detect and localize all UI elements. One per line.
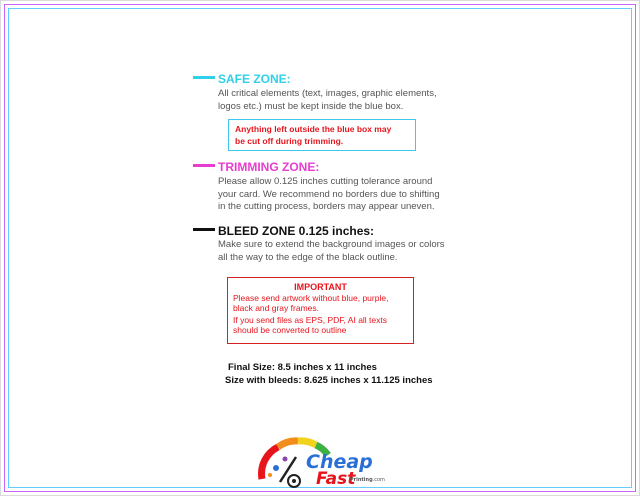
important-line: If you send files as EPS, PDF, AI all texts [233,315,388,325]
logo-word-printing [350,477,385,483]
bleed-size-text: Size with bleeds: 8.625 inches x 11.125 inches [225,375,433,386]
trimming-zone-text [218,176,440,214]
cheap-fast-printing-logo [258,435,388,495]
bleed-zone-line: all the way to the edge of the black outline. [218,251,398,263]
final-size-text: Final Size: 8.5 inches x 11 inches [228,362,377,373]
safe-zone-swatch [193,76,215,79]
logo-fast-text: Fast [316,469,356,489]
trimming-zone-line: Please allow 0.125 inches cutting tolerance around [218,176,433,187]
important-notice [227,277,414,344]
safe-zone-heading: SAFE ZONE: [218,72,291,86]
logo-suffix-text: .com [372,477,385,483]
logo-printing-text: Printing [350,477,373,483]
safe-zone-line: logos etc.) must be kept inside the blue box. [218,100,404,112]
trimming-zone-heading: TRIMMING ZONE: [218,160,320,174]
safe-zone-text [218,88,437,113]
trimming-zone-line: your card. We recommend no borders due to shifting [218,188,440,200]
bleed-zone-swatch [193,228,215,231]
trimming-zone-line: in the cutting process, borders may appear uneven. [218,201,435,212]
notice-line: Anything left outside the blue box may [235,124,392,134]
important-line: should be converted to outline [233,325,347,335]
notice-line: be cut off during trimming. [235,135,344,146]
important-title: IMPORTANT [294,282,347,292]
trimming-zone-swatch [193,164,215,167]
safe-zone-notice [228,119,416,151]
bleed-zone-heading: BLEED ZONE 0.125 inches: [218,224,375,238]
important-line: Please send artwork without blue, purple, [233,293,389,303]
bleed-zone-line: Make sure to extend the background images or colors [218,239,445,250]
bleed-zone-text [218,239,445,264]
important-line: black and gray frames. [233,303,319,313]
safe-zone-line: All critical elements (text, images, graphic elements, [218,88,437,99]
logo-cheap-text: Cheap [306,451,373,473]
